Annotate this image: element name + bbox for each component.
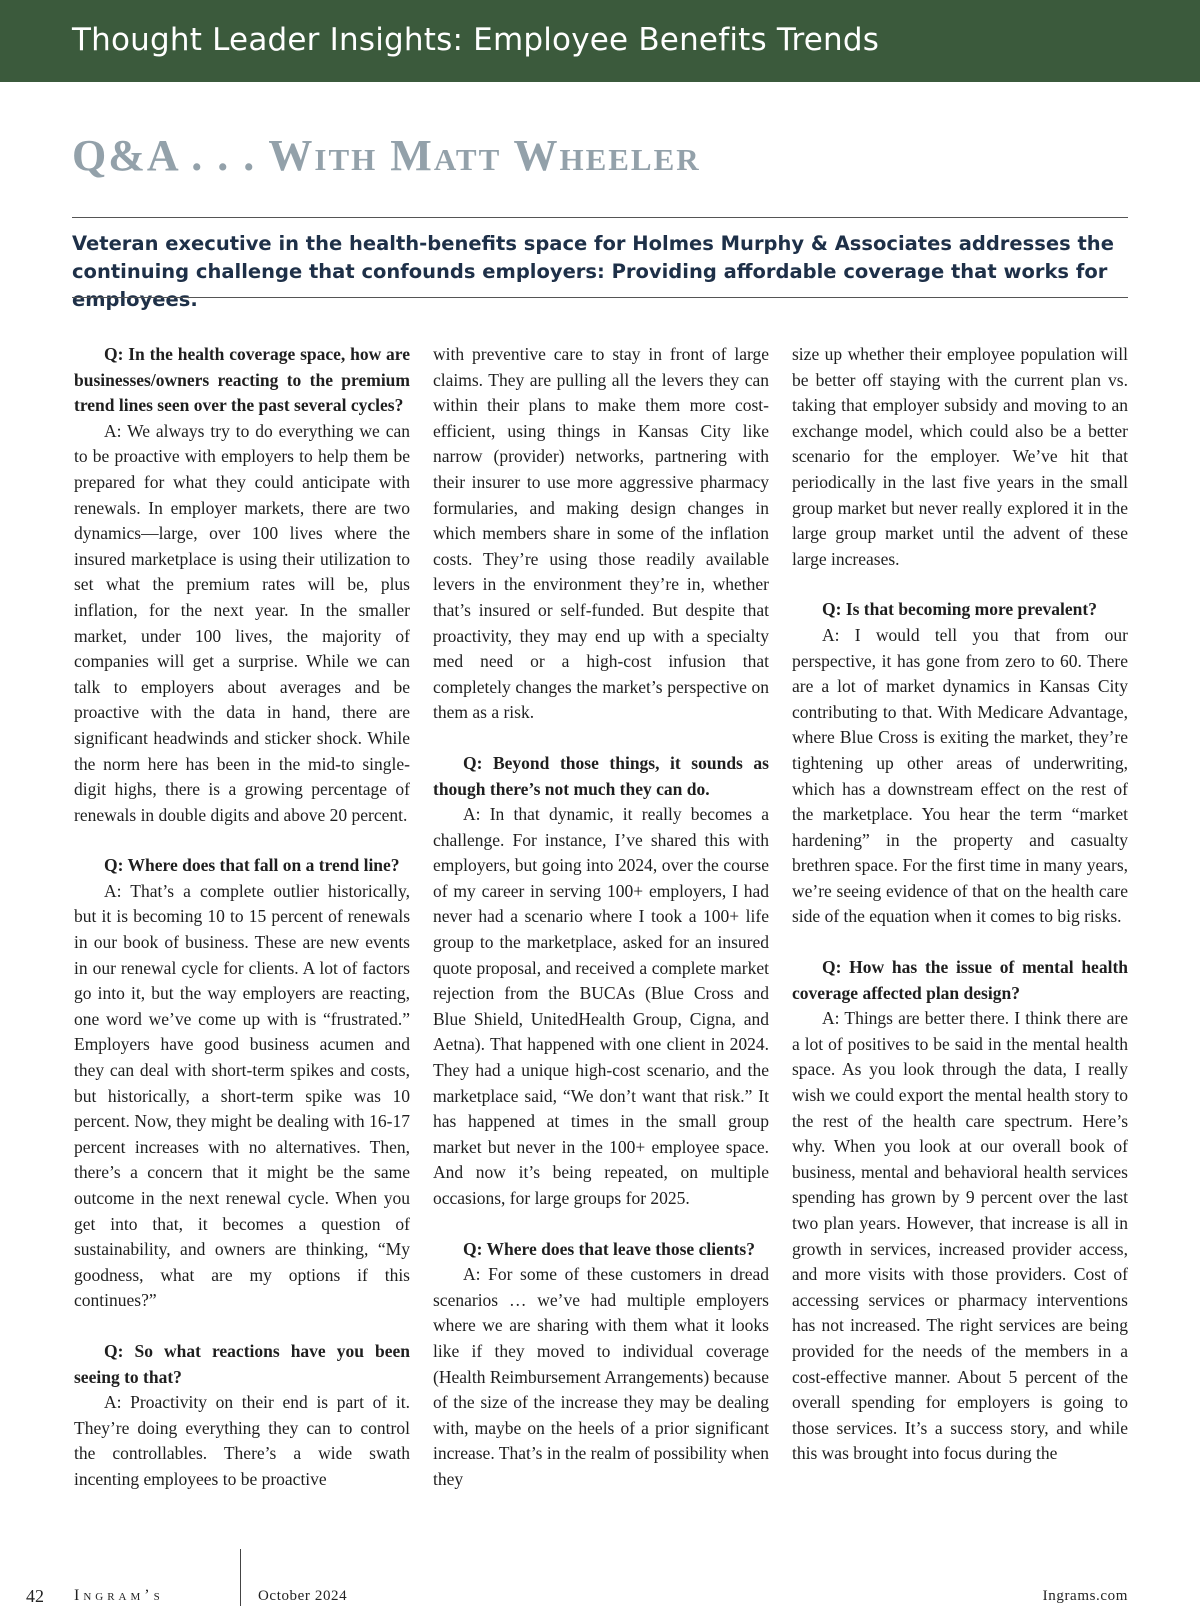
answer-paragraph: A: Things are better there. I think there are a lot of positives to be said in the mental health space. As you look through the data, I really wish we could export the mental health story to the rest of the health care spectrum. Here’s why. When you look at our overall book of business, mental and behavioral health services spending has grown by 9 percent over the last two plan years. However, that increase is all in growth in services, increased provider access, and more visits with those providers. Cost of accessing services or pharmacy interventions has not increased. The right services are being provided for the needs of the members in a cost-effective manner. About 5 percent of the overall spending for employers is going to those services. It’s a success story, and while this was brought into focus during the: [792, 1008, 1128, 1464]
question-paragraph: Q: So what reactions have you been seeing to that?: [74, 1340, 410, 1387]
article-column-1: [74, 342, 410, 1493]
answer-paragraph: A: We always try to do everything we can to be proactive with employers to help them be prepared for what they could anticipate with renewals. In employer markets, there are two dynamics—large, over 100 lives where the insured marketplace is using their utilization to set what the premium rates will be, plus inflation, for the next year. In the smaller market, under 100 lives, the majority of companies will get a surprise. While we can talk to employers about averages and be proactive with the data in hand, there are significant headwinds and sticker shock. While the norm here has been in the mid-to single-digit highs, there is a growing percentage of renewals in double digits and above 20 percent.: [74, 420, 410, 825]
article-column-2: [433, 342, 769, 1493]
continued-paragraph: size up whether their employee population will be better off staying with the current plan vs. taking that employer subsidy and moving to an exchange model, which could also be a better scenario for the employer. We’ve hit that periodically in the last five years in the small group market but never really explored it in the large group market until the advent of these large increases.: [792, 344, 1128, 569]
question-paragraph: Q: Where does that fall on a trend line?: [104, 855, 400, 876]
question-paragraph: Q: How has the issue of mental health coverage affected plan design?: [792, 957, 1128, 1003]
question-paragraph: Q: Beyond those things, it sounds as though there’s not much they can do.: [433, 752, 769, 799]
answer-paragraph: A: I would tell you that from our perspective, it has gone from zero to 60. There are a lot of market dynamics in Kansas City contributing to that. With Medicare Advantage, where Blue Cross is exiting the market, they’re tightening up other areas of underwriting, which has a downstream effect on the rest of the marketplace. You hear the term “market hardening” in the property and casualty brethren space. For the first time in many years, we’re seeing evidence of that on the health care side of the equation when it comes to big risks.: [792, 624, 1128, 927]
page-number: 42: [26, 1586, 44, 1606]
dek-top-rule: [72, 217, 1128, 218]
answer-paragraph: A: Proactivity on their end is part of it. They’re doing everything they can to control the controllables. There’s a wide swath incenting employees to be proactive: [74, 1392, 410, 1489]
question-paragraph: Q: Where does that leave those clients?: [463, 1238, 755, 1259]
footer-divider: [240, 1549, 241, 1606]
article-dek: Veteran executive in the health-benefits space for Holmes Murphy & Associates addresses the continuing challenge that confounds employers: Providing affordable coverage that works for employees.: [72, 232, 1114, 311]
magazine-name: Ingram’s: [74, 1587, 164, 1604]
continued-paragraph: with preventive care to stay in front of large claims. They are pulling all the levers they can within their plans to make them more cost-efficient, using things in Kansas City like narrow (provider) networks, partnering with their insurer to use more aggressive pharmacy formularies, and making design changes in which members share in some of the inflation costs. They’re using those readily available levers in the environment they’re in, whether that’s insured or self-funded. But despite that proactivity, they may end up with a specialty med need or a high-cost infusion that completely changes the market’s perspective on them as a risk.: [433, 344, 769, 723]
issue-date: October 2024: [258, 1588, 348, 1604]
dek-bottom-rule: [72, 297, 1128, 298]
article-title: Q&A . . . With Matt Wheeler: [72, 131, 701, 180]
question-paragraph: Q: In the health coverage space, how are businesses/owners reacting to the premium trend lines seen over the past several cycles?: [74, 344, 410, 416]
website: Ingrams.com: [1042, 1588, 1128, 1604]
answer-paragraph: A: For some of these customers in dread scenarios … we’ve had multiple employers where we are sharing with them what it looks like if they moved to individual coverage (Health Reimbursement Arrangements) because of the size of the increase they may be dealing with, maybe on the heels of a prior significant increase. That’s in the realm of possibility when they: [433, 1264, 769, 1489]
article-column-3: [792, 342, 1128, 1467]
answer-paragraph: A: In that dynamic, it really becomes a challenge. For instance, I’ve shared this with employers, but going into 2024, over the course of my career in serving 100+ employers, I had never had a scenario where I took a 100+ life group to the marketplace, asked for an insured quote proposal, and received a complete market rejection from the BUCAs (Blue Cross and Blue Shield, UnitedHealth Group, Cigna, and Aetna). That happened with one client in 2024. They had a unique high-cost scenario, and the marketplace said, “We don’t want that risk.” It has happened at times in the small group market but never in the 100+ employee space. And now it’s being repeated, on multiple occasions, for large groups for 2025.: [433, 804, 769, 1208]
question-paragraph: Q: Is that becoming more prevalent?: [822, 599, 1097, 620]
answer-paragraph: A: That’s a complete outlier historically, but it is becoming 10 to 15 percent of renewals in our book of business. These are new events in our renewal cycle for clients. A lot of factors go into it, but the way employers are reacting, one word we’ve come up with is “frustrated.” Employers have good business acumen and they can deal with short-term spikes and costs, but historically, a short-term spike was 10 percent. Now, they might be dealing with 16-17 percent increases with no alternatives. Then, there’s a concern that it might be the same outcome in the next renewal cycle. When you get into that, it becomes a question of sustainability, and owners are thinking, “My goodness, what are my options if this continues?”: [74, 880, 410, 1311]
section-title: Thought Leader Insights: Employee Benefits Trends: [72, 22, 880, 58]
section-header-bar: [0, 0, 1200, 82]
